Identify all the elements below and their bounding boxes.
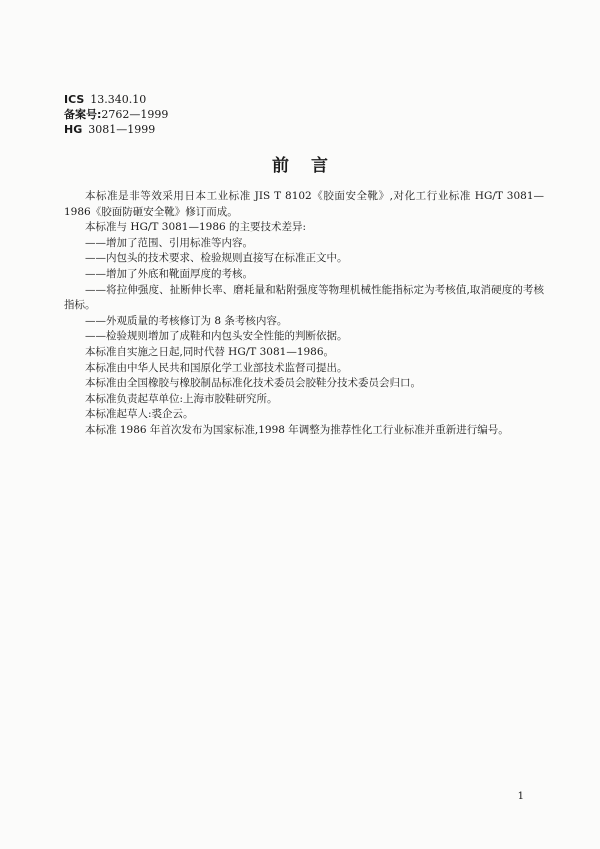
page-number: 1	[517, 791, 524, 802]
document-body	[64, 189, 544, 439]
paragraph: 本标准 1986 年首次发布为国家标准,1998 年调整为推荐性化工行业标准并重新进行编号。	[85, 423, 509, 436]
paragraph: 本标准起草人:裘企云。	[85, 408, 194, 421]
ics-label: ICS	[64, 93, 85, 106]
paragraph: 本标准由中华人民共和国原化学工业部技术监督司提出。	[85, 361, 348, 374]
document-metadata	[64, 92, 168, 137]
list-item: ——检验规则增加了成鞋和内包头安全性能的判断依据。	[85, 330, 348, 343]
filing-label: 备案号:	[64, 108, 102, 121]
page-title: 前言	[272, 156, 350, 176]
list-item: ——内包头的技术要求、检验规则直接写在标准正文中。	[85, 252, 348, 265]
paragraph: 本标准与 HG/T 3081—1986 的主要技术差异:	[85, 221, 307, 234]
list-item: ——增加了范围、引用标准等内容。	[85, 236, 253, 249]
paragraph: 本标准负责起草单位:上海市胶鞋研究所。	[85, 392, 278, 405]
hg-label: HG	[64, 123, 83, 136]
paragraph: 本标准是非等效采用日本工业标准 JIS T 8102《胶面安全靴》,对化工行业标准 HG/T 3081—1986《胶面防砸安全靴》修订而成。	[64, 190, 544, 218]
paragraph: 本标准由全国橡胶与橡胶制品标准化技术委员会胶鞋分技术委员会归口。	[85, 377, 421, 390]
list-item: ——外观质量的考核修订为 8 条考核内容。	[85, 314, 288, 327]
standard-number-line	[64, 122, 168, 137]
ics-value: 13.340.10	[90, 93, 147, 106]
paragraph: 本标准自实施之日起,同时代替 HG/T 3081—1986。	[85, 345, 335, 358]
hg-value: 3081—1999	[88, 123, 156, 136]
filing-value: 2762—1999	[101, 108, 169, 121]
filing-line	[64, 107, 168, 122]
list-item: ——增加了外底和靴面厚度的考核。	[85, 267, 253, 280]
list-item: ——将拉伸强度、扯断伸长率、磨耗量和粘附强度等物理机械性能指标定为考核值,取消硬度的考核指标。	[64, 283, 544, 312]
ics-line	[64, 92, 168, 107]
